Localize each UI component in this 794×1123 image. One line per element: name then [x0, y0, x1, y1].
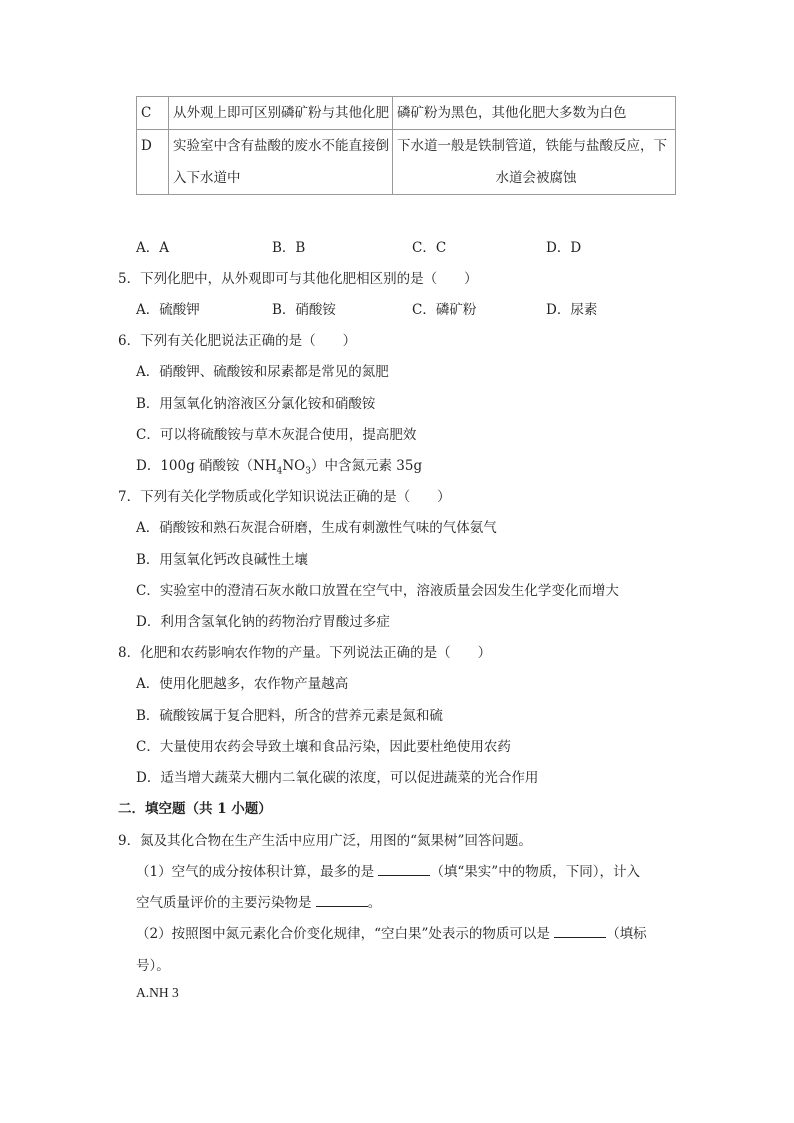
- q6-option-a: A．硝酸钾、硫酸铵和尿素都是常见的氮肥: [136, 364, 389, 380]
- q5-option-a: A．硫酸钾: [136, 302, 200, 318]
- q5-stem: 5．下列化肥中，从外观即可与其他化肥相区别的是（ ）: [118, 271, 478, 287]
- answer-blank[interactable]: [554, 925, 606, 938]
- reason-line-1: 下水道一般是铁制管道，铁能与盐酸反应，下: [397, 138, 667, 154]
- section-heading: 二．填空题（共 1 小题）: [118, 801, 272, 817]
- table-cell-label: D: [137, 130, 169, 195]
- q5-option-c: C．磷矿粉: [412, 302, 477, 318]
- q8-stem: 8．化肥和农药影响农作物的产量。下列说法正确的是（ ）: [118, 645, 492, 661]
- q9-part1-line2: 空气质量评价的主要污染物是 。: [136, 895, 382, 911]
- table-cell-reason: 磷矿粉为黑色，其他化肥大多数为白色: [393, 97, 676, 130]
- q4-option-d: D．D: [546, 240, 582, 256]
- question-table: [136, 96, 676, 195]
- table-row: [137, 97, 676, 130]
- answer-blank[interactable]: [316, 894, 368, 907]
- q9-part2-line1: （2）按照图中氮元素化合价变化规律，“空白果”处表示的物质可以是 （填标: [136, 926, 647, 942]
- q8-option-b: B．硫酸铵属于复合肥料，所含的营养元素是氮和硫: [136, 708, 443, 724]
- q6-option-d: D．100g 硝酸铵$(NH_4NO_3)$中含氮元素 35g: [136, 458, 423, 477]
- q7-option-b: B．用氢氧化钙改良碱性土壤: [136, 552, 308, 568]
- q4-option-b: B．B: [272, 240, 306, 256]
- q9-option-a: A.NH 3: [136, 985, 179, 1000]
- q6-option-c: C．可以将硫酸铵与草木灰混合使用，提高肥效: [136, 427, 417, 443]
- table-cell-statement: 从外观上即可区别磷矿粉与其他化肥: [169, 97, 393, 130]
- q6-option-b: B．用氢氧化钠溶液区分氯化铵和硝酸铵: [136, 396, 376, 412]
- q4-option-a: A．A: [136, 240, 169, 256]
- q9-stem: 9．氮及其化合物在生产生活中应用广泛，用图的“氮果树”回答问题。: [118, 833, 532, 849]
- q5-option-b: B．硝酸铵: [272, 302, 336, 318]
- q6-stem: 6．下列有关化肥说法正确的是（ ）: [118, 333, 357, 349]
- q9-part1-line1: （1）空气的成分按体积计算，最多的是 （填“果实”中的物质，下同），计入: [136, 864, 640, 880]
- q5-option-d: D．尿素: [546, 302, 598, 318]
- q8-option-c: C．大量使用农药会导致土壤和食品污染，因此要杜绝使用农药: [136, 739, 511, 755]
- reason-line-2: 水道会被腐蚀: [495, 170, 577, 186]
- q7-option-c: C．实验室中的澄清石灰水敞口放置在空气中，溶液质量会因发生化学变化而增大: [136, 583, 619, 599]
- q7-stem: 7．下列有关化学物质或化学知识说法正确的是（ ）: [118, 489, 451, 505]
- q4-option-c: C．C: [412, 240, 447, 256]
- q7-option-d: D．利用含氢氧化钠的药物治疗胃酸过多症: [136, 614, 390, 630]
- table-cell-statement: 实验室中含有盐酸的废水不能直接倒入下水道中: [169, 130, 393, 195]
- table-row: [137, 130, 676, 195]
- table-cell-reason: [393, 130, 676, 195]
- answer-blank[interactable]: [378, 863, 430, 876]
- q9-part2-line2: 号）。: [136, 958, 170, 974]
- q8-option-a: A．使用化肥越多，农作物产量越高: [136, 676, 349, 692]
- q8-option-d: D．适当增大蔬菜大棚内二氧化碳的浓度，可以促进蔬菜的光合作用: [136, 770, 539, 786]
- table-cell-label: C: [137, 97, 169, 130]
- q7-option-a: A．硝酸铵和熟石灰混合研磨，生成有刺激性气味的气体氨气: [136, 520, 497, 536]
